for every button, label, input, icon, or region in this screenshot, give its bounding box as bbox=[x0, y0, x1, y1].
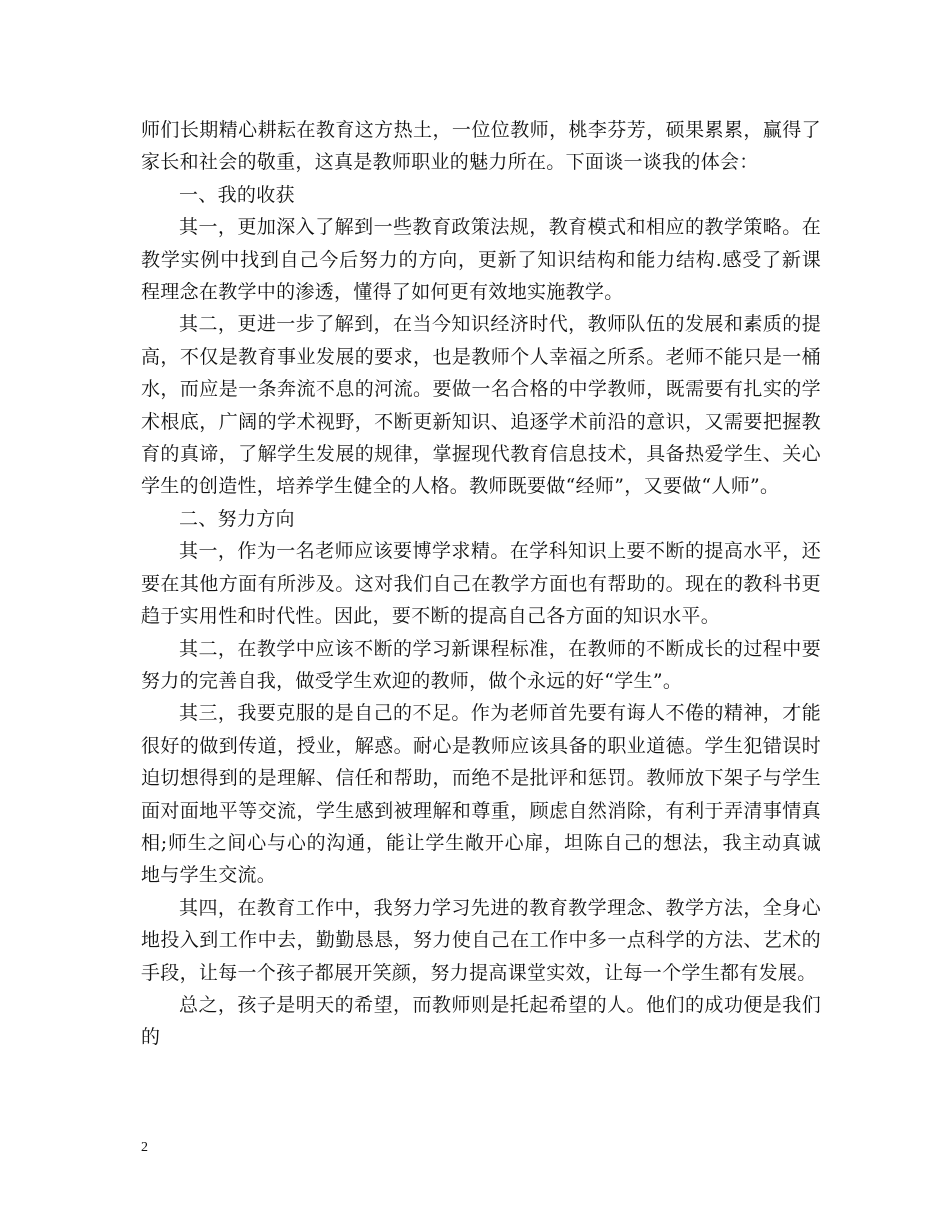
document-body bbox=[141, 114, 821, 1054]
paragraph-direction-3: 其三，我要克服的是自己的不足。作为老师首先要有诲人不倦的精神，才能很好的做到传道，授业，解惑。耐心是教师应该具备的职业道德。学生犯错误时迫切想得到的是理解、信任和帮助，而绝不是批评和惩罚。教师放下架子与学生面对面地平等交流，学生感到被理解和尊重，顾虑自然消除，有利于弄清事情真相;师生之间心与心的沟通，能让学生敞开心扉，坦陈自己的想法，我主动真诚地与学生交流。 bbox=[141, 702, 821, 887]
paragraph-gain-2: 其二，更进一步了解到，在当今知识经济时代，教师队伍的发展和素质的提高，不仅是教育事业发展的要求，也是教师个人幸福之所系。老师不能只是一桶水，而应是一条奔流不息的河流。要做一名合格的中学教师，既需要有扎实的学术根底，广阔的学术视野，不断更新知识、追逐学术前沿的意识，又需要把握教育的真谛，了解学生发展的规律，掌握现代教育信息技术，具备热爱学生、关心学生的创造性，培养学生健全的人格。教师既要做“经师”，又要做“人师”。 bbox=[141, 313, 821, 498]
page-number: 2 bbox=[141, 1140, 148, 1155]
paragraph-direction-2: 其二，在教学中应该不断的学习新课程标准，在教师的不断成长的过程中要努力的完善自我，做受学生欢迎的教师，做个永远的好“学生”。 bbox=[141, 637, 821, 692]
paragraph-conclusion: 总之，孩子是明天的希望，而教师则是托起希望的人。他们的成功便是我们的 bbox=[141, 993, 821, 1049]
paragraph-gain-1: 其一，更加深入了解到一些教育政策法规，教育模式和相应的教学策略。在教学实例中找到自己今后努力的方向，更新了知识结构和能力结构.感受了新课程理念在教学中的渗透，懂得了如何更有效地实施教学。 bbox=[141, 216, 821, 304]
section-heading-direction: 二、努力方向 bbox=[179, 507, 295, 530]
section-heading-gains: 一、我的收获 bbox=[179, 183, 295, 206]
paragraph-direction-4: 其四，在教育工作中，我努力学习先进的教育教学理念、教学方法，全身心地投入到工作中去，勤勤恳恳，努力使自己在工作中多一点科学的方法、艺术的手段，让每一个孩子都展开笑颜，努力提高课堂实效，让每一个学生都有发展。 bbox=[141, 896, 821, 984]
paragraph-1: 师们长期精心耕耘在教育这方热土，一位位教师，桃李芬芳，硕果累累，赢得了家长和社会的敬重，这真是教师职业的魅力所在。下面谈一谈我的体会： bbox=[141, 119, 821, 174]
paragraph-direction-1: 其一，作为一名老师应该要博学求精。在学科知识上要不断的提高水平，还要在其他方面有所涉及。这对我们自己在教学方面也有帮助的。现在的教科书更趋于实用性和时代性。因此，要不断的提高自己各方面的知识水平。 bbox=[141, 540, 821, 628]
